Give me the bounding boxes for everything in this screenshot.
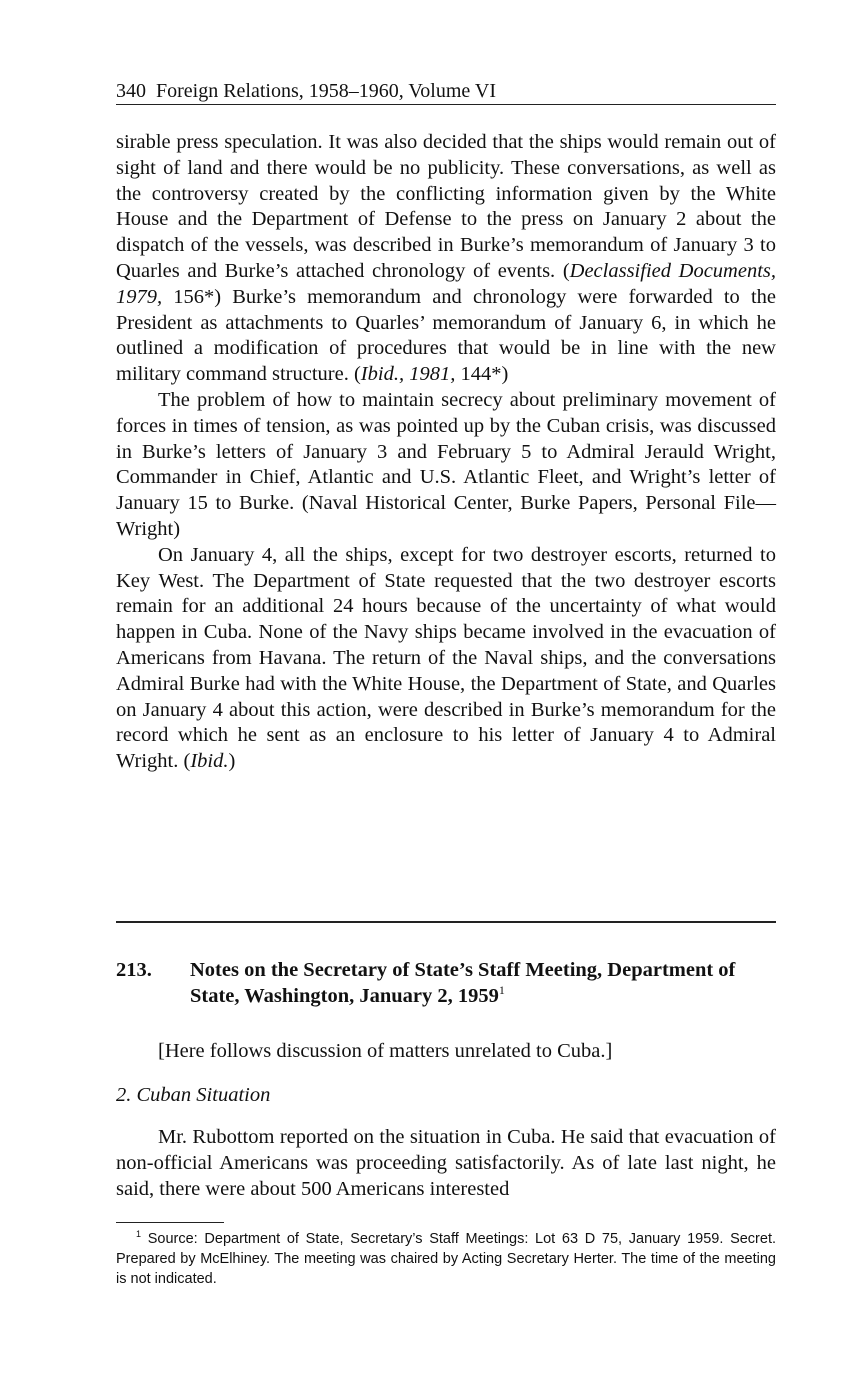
section-divider xyxy=(116,921,776,923)
footnote-text: Source: Department of State, Secretary’s Staff Meetings: Lot 63 D 75, January 1959. Secret. Prepared by McElhiney. The meeting was chaired by Acting Secretary Herter. The time of the meeting is not indicated. xyxy=(116,1231,777,1287)
document-title-text: Notes on the Secretary of State’s Staff Meeting, Department of State, Washington, January 2, 1959 xyxy=(190,959,736,1007)
footnote xyxy=(116,1229,776,1289)
citation-declassified-documents: Declassified Documents, 1979, xyxy=(116,259,776,308)
running-title: Foreign Relations, 1958–1960, Volume VI xyxy=(156,80,496,102)
paragraph-3-text-a: On January 4, all the ships, except for two destroyer escorts, returned to Key West. The Department of State requested that the two destroyer escorts remain for an additional 24 hours because of the uncertainty of what would happen in Cuba. None of the Navy ships became involved in the evacuation of Americans from Havana. The return of the Naval ships, and the conversations Admiral Burke had with the White House, the Department of State, and Quarles on January 4 about this action, were described in Burke’s memorandum for the record which he sent as an enclosure to his letter of January 4 to Admiral Wright. ( xyxy=(116,543,776,773)
running-header xyxy=(116,78,776,105)
document-number: 213. xyxy=(116,959,152,981)
paragraph-1-text-e: 144*) xyxy=(455,363,509,386)
citation-ibid-1981: Ibid., 1981, xyxy=(360,363,456,386)
document-heading xyxy=(116,957,776,1009)
paragraph-3 xyxy=(116,543,776,775)
footnote-divider xyxy=(116,1222,224,1223)
section-subheading: 2. Cuban Situation xyxy=(116,1084,271,1106)
footnote-marker: 1 xyxy=(136,1229,142,1240)
continued-text xyxy=(116,130,776,775)
paragraph-2: The problem of how to maintain secrecy about preliminary movement of forces in times of tension, as was pointed up by the Cuban crisis, was discussed in Burke’s letters of January 3 and February 5 to Admiral Jerauld Wright, Commander in Chief, Atlantic and U.S. Atlantic Fleet, and Wright’s letter of January 15 to Burke. (Naval Historical Center, Burke Papers, Personal File—Wright) xyxy=(116,388,776,540)
paragraph-1-text-a: sirable press speculation. It was also decided that the ships would remain out of sight of land and there would be no publicity. These conversations, as well as the controversy created by the conflicting information given by the White House and the Department of Defense to the press on January 2 about the dispatch of the vessels, was described in Burke’s memorandum of January 3 to Quarles and Burke’s attached chronology of events. ( xyxy=(116,131,776,282)
editorial-note: [Here follows discussion of matters unrelated to Cuba.] xyxy=(158,1040,613,1062)
paragraph-1-text-c: 156*) Burke’s memorandum and chronology were forwarded to the President as attachments to Quarles’ memorandum of January 6, in which he outlined a modification of procedures that would be in line with the new military command structure. ( xyxy=(116,285,776,386)
section-paragraph: Mr. Rubottom reported on the situation in Cuba. He said that evacuation of non-official Americans was proceeding satisfactorily. As of late last night, he said, there were about 500 Americans interested xyxy=(116,1126,776,1200)
paragraph-3-text-c: ) xyxy=(228,750,236,773)
paragraph-1 xyxy=(116,130,776,388)
document-title xyxy=(190,957,776,1009)
citation-ibid: Ibid. xyxy=(190,750,229,773)
footnote-reference[interactable]: 1 xyxy=(498,983,505,998)
page-number: 340 xyxy=(116,80,146,102)
